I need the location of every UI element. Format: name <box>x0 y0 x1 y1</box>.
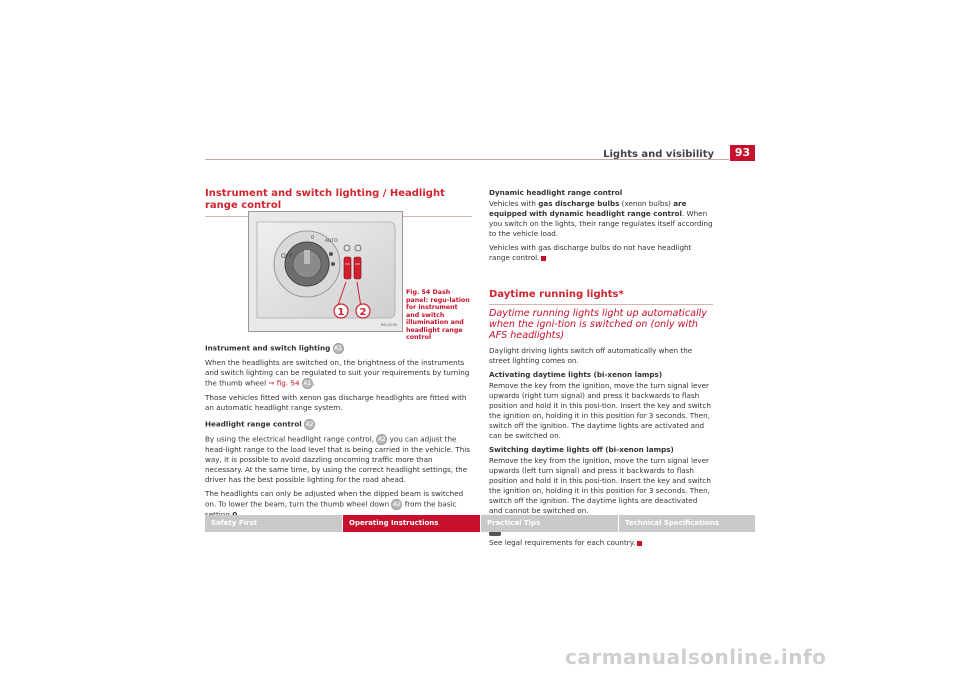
ring-auto-label: AUTO <box>325 239 338 244</box>
page-header-title: Lights and visibility <box>603 149 714 160</box>
end-mark-note <box>637 541 642 546</box>
figure-dash-panel <box>248 211 403 332</box>
activate-text: Remove the key from the ignition, move the turn signal lever upwards (right turn signal) and press it backwards to flash position and hold it in this posi-tion. Insert the key and switch the ignition on, holding it in this position for 3 seconds. Then, switch off the ignition. The daytime lights are activated and can be switched on. <box>489 381 711 440</box>
drl-subheading: Daytime running lights light up automatically when the igni-tion is switched on (only with AFS headlights) <box>489 308 707 341</box>
svg-text:0: 0 <box>311 235 315 241</box>
figure-caption: Fig. 54 Dash panel: regu-lation for instrument and switch illumination and headlight range control <box>406 289 470 341</box>
note-text: See legal requirements for each country. <box>489 538 636 547</box>
dyn-text-d: . When you switch on the lights, their range regulates itself according to the vehicle load. <box>489 209 713 238</box>
tab-practical-tips[interactable]: Practical Tips <box>481 515 618 532</box>
end-mark <box>541 256 546 261</box>
drl-heading: Daytime running lights* <box>489 289 624 300</box>
dyn-text-c: (xenon bulbs) <box>619 199 674 208</box>
sec1-para2: Those vehicles fitted with xenon gas discharge headlights are fitted with an automatic headlight range system. <box>205 393 467 412</box>
tab-safety-first[interactable]: Safety First <box>205 515 342 532</box>
badge-a2: A2 <box>305 421 314 428</box>
dash-panel-illustration <box>249 212 402 331</box>
sec2-text-b: you can adjust the head-light range to the load level that is being carried in the vehicle. This way, it is possible to avoid dazzling oncoming traffic more than necessary. At the same time, by using the correct headlight settings, the driver has the best possible lighting for the road ahead. <box>205 434 471 484</box>
dyn-title: Dynamic headlight range control <box>489 188 623 197</box>
dyn-para2: Vehicles with gas discharge bulbs do not have headlight range control. <box>489 243 692 262</box>
section-heading: Instrument and switch lighting / Headlight range control <box>205 188 445 211</box>
fig-ref-link[interactable]: ⇒ fig. 54 <box>268 378 300 388</box>
badge-a2-inline-2: A2 <box>393 501 401 508</box>
sec1-title: Instrument and switch lighting <box>205 343 331 353</box>
figure-code: B6J-0238 <box>381 323 397 327</box>
callout-1: 1 <box>337 307 345 318</box>
callout-2: 2 <box>359 307 367 318</box>
badge-a2-inline: A2 <box>377 436 386 443</box>
sec2-title: Headlight range control <box>205 419 302 429</box>
activate-title: Activating daytime lights (bi-xenon lamps) <box>489 370 663 379</box>
sec2-text-a: By using the electrical headlight range control, <box>205 434 377 444</box>
dyn-text-bold2: are equipped with dynamic headlight range control <box>489 199 687 218</box>
drl-para1: Daylight driving lights switch off automatically when the street lighting comes on. <box>489 346 693 365</box>
badge-a1-inline: A1 <box>303 380 312 387</box>
sec1-end: . <box>312 378 316 388</box>
right-column <box>489 188 713 552</box>
switch-off-title: Switching daytime lights off (bi-xenon lamps) <box>489 445 674 454</box>
sec2-p2-a: The headlights can only be adjusted when the dipped beam is switched on. To lower the beam, turn the thumb wheel down <box>205 489 464 509</box>
sec1-text: When the headlights are switched on, the brightness of the instruments and switch lighting can be regulated to suit your requirements by turning the thumb wheel <box>205 358 470 388</box>
dyn-text-bold1: gas discharge bulbs <box>538 199 620 208</box>
badge-a1: A1 <box>334 345 342 352</box>
left-text <box>205 343 472 524</box>
svg-text:OFF: OFF <box>281 253 293 260</box>
drl-rule <box>489 304 713 305</box>
sec2-p2-b: from the basic <box>404 499 457 509</box>
tab-operating-instructions[interactable]: Operating Instructions <box>343 515 480 532</box>
dyn-text-a: Vehicles with <box>489 199 539 208</box>
page-number: 93 <box>730 145 755 161</box>
tab-technical-specifications[interactable]: Technical Specifications <box>619 515 755 532</box>
switch-off-text: Remove the key from the ignition, move the turn signal lever upwards (left turn signal) and press it backwards to flash position and hold it in this posi-tion. Insert the key and switch the ignition on, holding it in this position for 3 seconds. Then, switch off the ignition. The daytime lights are deactivated and cannot be switched on. <box>489 456 711 515</box>
watermark: carmanualsonline.info <box>565 645 827 669</box>
